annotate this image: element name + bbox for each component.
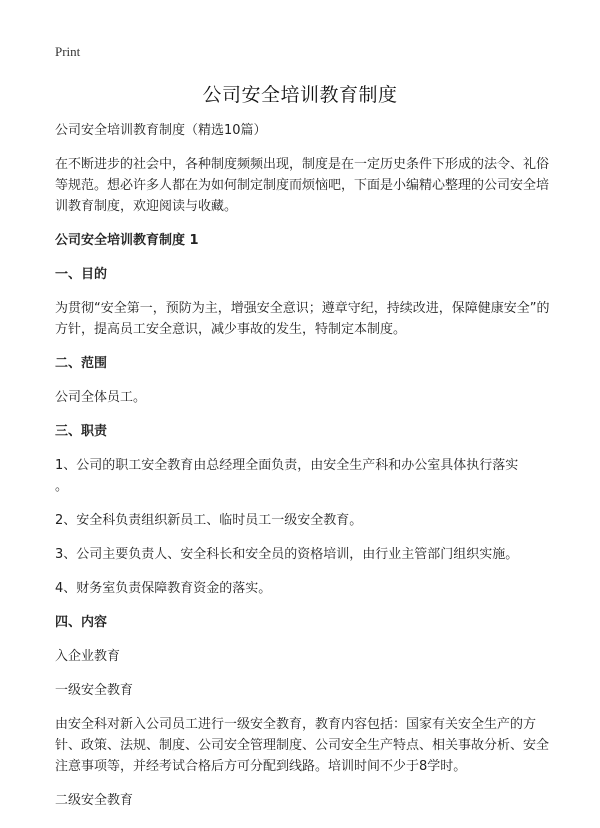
section-title: 公司安全培训教育制度 1 [55, 233, 199, 248]
duty-item-1-text: 1、公司的职工安全教育由总经理全面负责，由安全生产科和办公室具体执行落实 [55, 458, 519, 473]
purpose-paragraph: 为贯彻“安全第一，预防为主，增强安全意识；遵章守纪，持续改进，保障健康安全”的方针，提高员工安全意识，减少事故的发生，特制定本制度。 [55, 301, 550, 337]
duty-item-2: 2、安全科负责组织新员工、临时员工一级安全教育。 [55, 513, 363, 528]
page-title: 公司安全培训教育制度 [202, 84, 398, 106]
document-body [55, 120, 555, 824]
print-link[interactable]: Print [55, 44, 81, 59]
heading-scope: 二、范围 [55, 356, 108, 371]
duty-item-1 [55, 455, 555, 497]
heading-purpose: 一、目的 [55, 267, 108, 282]
intro-paragraph: 在不断进步的社会中，各种制度频频出现，制度是在一定历史条件下形成的法令、礼俗等规范。想必许多人都在为如何制定制度而烦恼吧，下面是小编精心整理的公司安全培训教育制度，欢迎阅读与收藏。 [55, 157, 550, 214]
duty-item-3: 3、公司主要负责人、安全科长和安全员的资格培训，由行业主管部门组织实施。 [55, 547, 519, 562]
scope-paragraph: 公司全体员工。 [55, 390, 147, 405]
duty-item-1-tail: 。 [55, 479, 69, 494]
subheading-entry-education: 入企业教育 [55, 649, 121, 664]
level1-paragraph: 由安全科对新入公司员工进行一级安全教育，教育内容包括：国家有关安全生产的方针、政策、法规、制度、公司安全管理制度、公司安全生产特点、相关事故分析、安全注意事项等，并经考试合格后方可分配到线路。培训时间不少于8学时。 [55, 717, 550, 774]
heading-content: 四、内容 [55, 615, 108, 630]
heading-duties: 三、职责 [55, 424, 108, 439]
subheading-level2-education: 二级安全教育 [55, 793, 134, 808]
document-subtitle: 公司安全培训教育制度（精选10篇） [55, 123, 267, 138]
duty-item-4: 4、财务室负责保障教育资金的落实。 [55, 581, 272, 596]
subheading-level1-education: 一级安全教育 [55, 683, 134, 698]
